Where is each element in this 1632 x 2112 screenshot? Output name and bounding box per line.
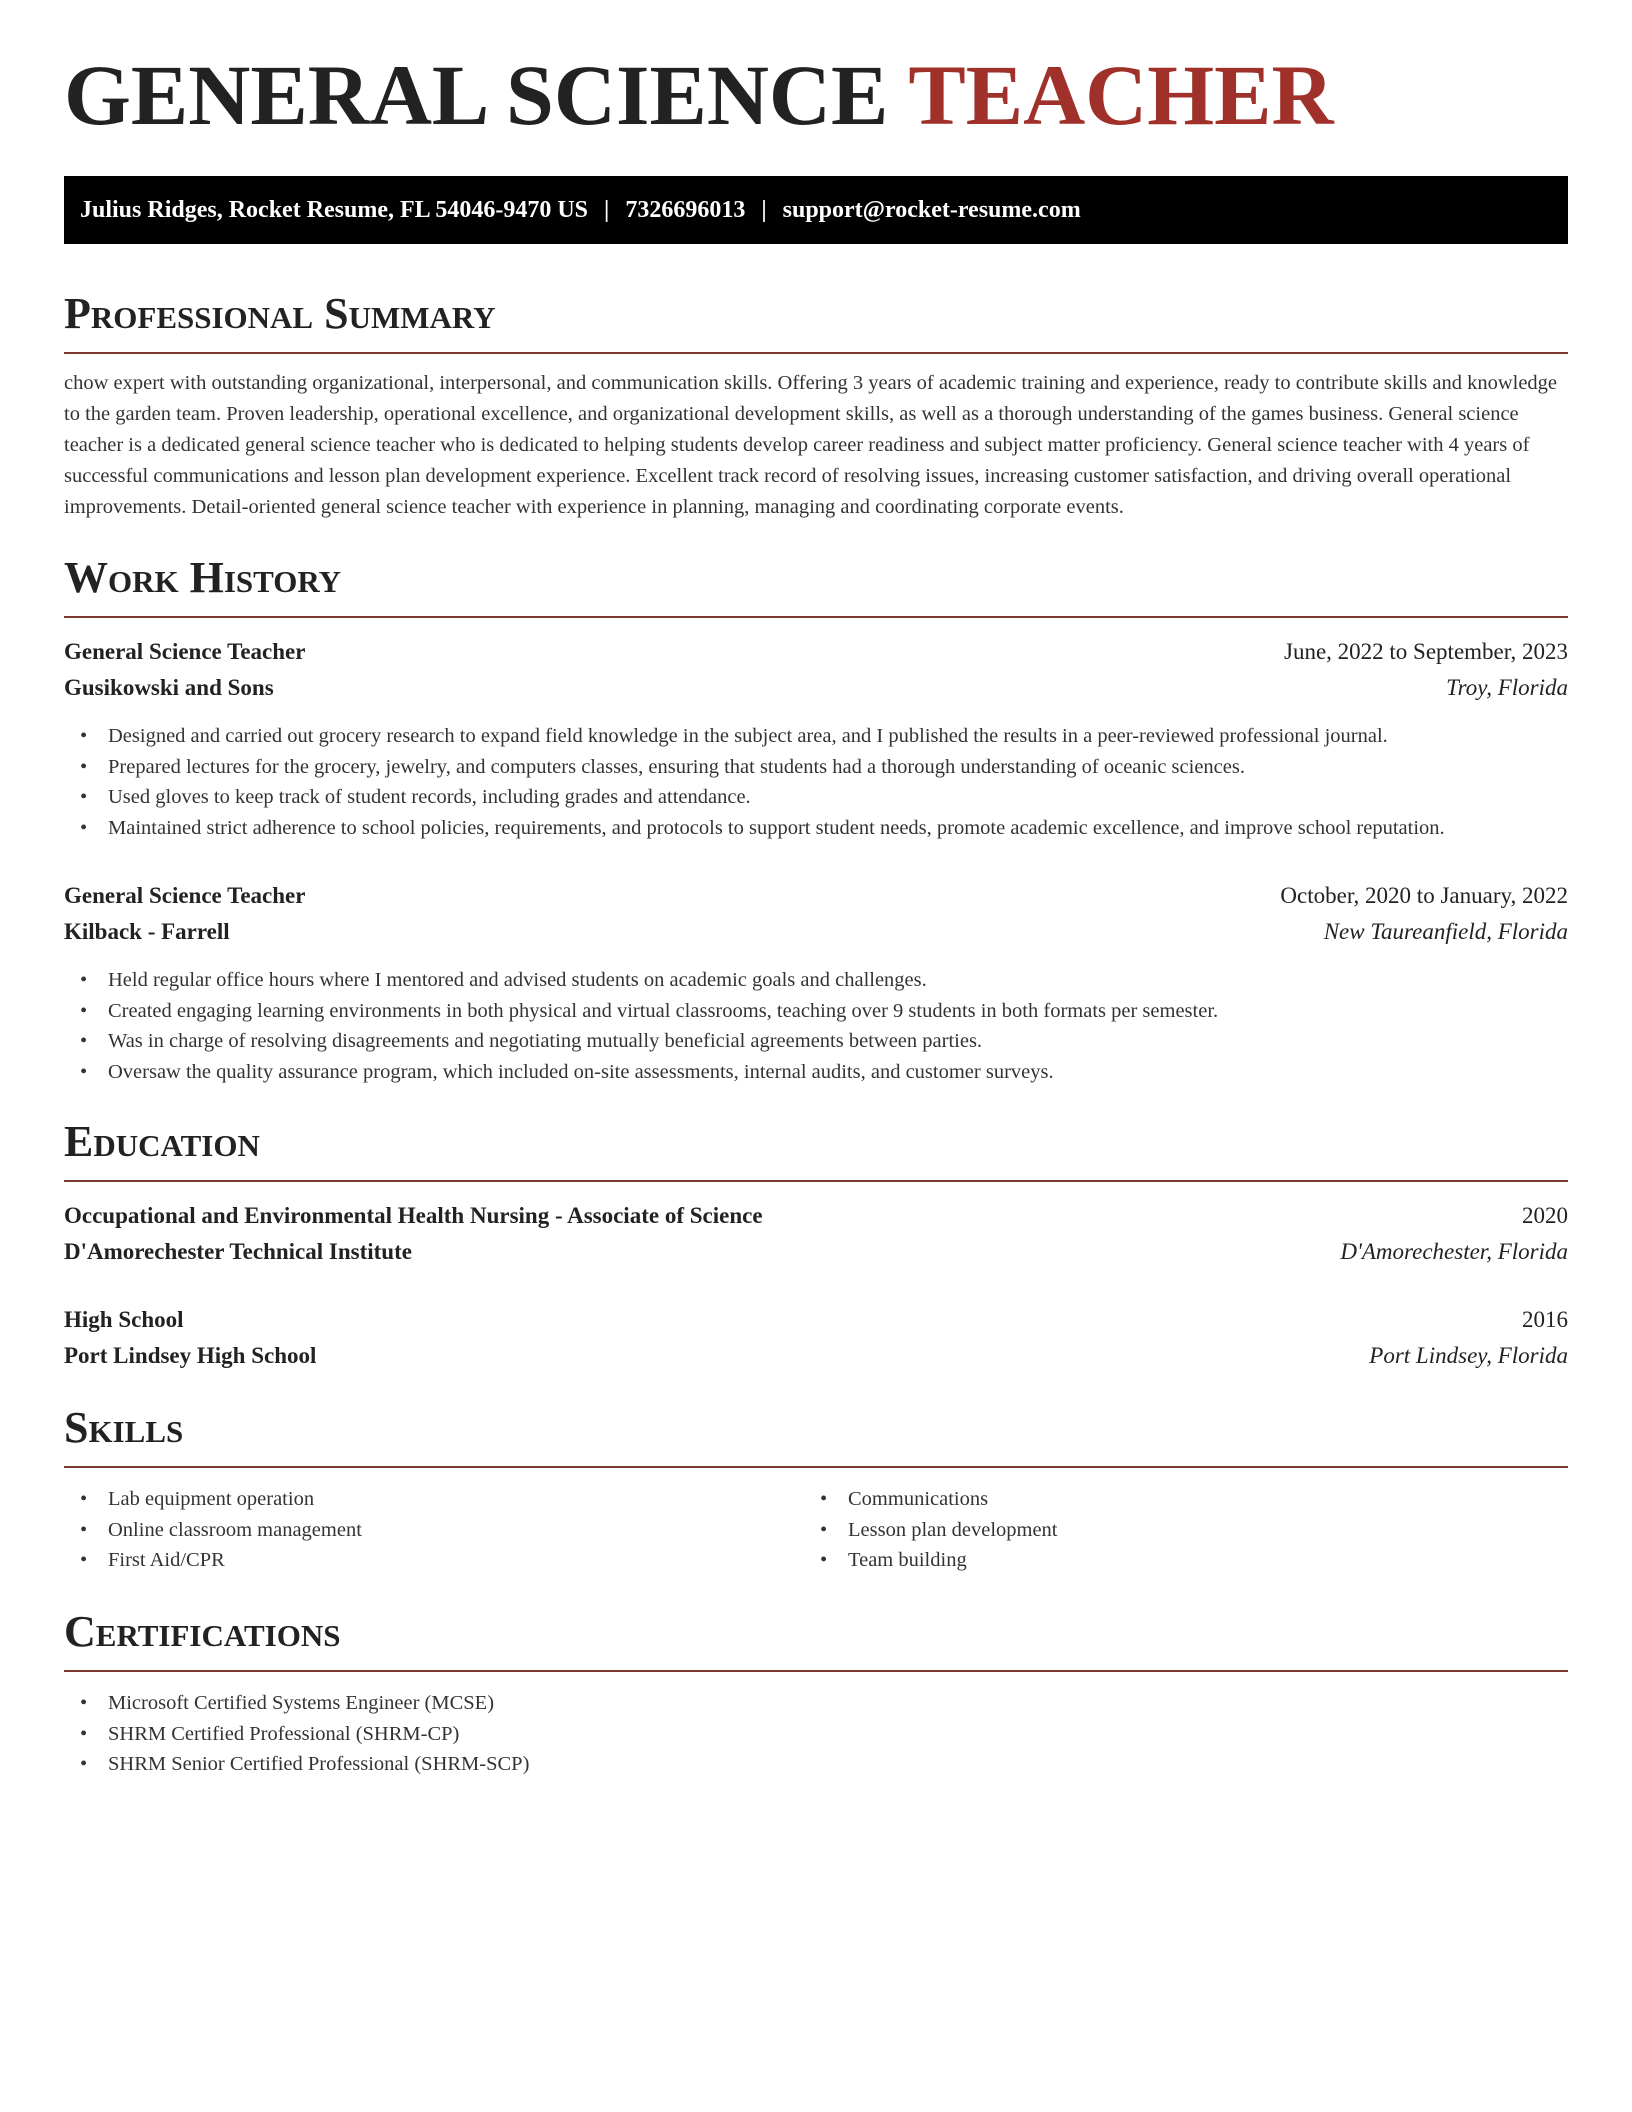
section-heading-summary: Professional Summary (64, 292, 1568, 354)
list-item: • Lab equipment operation (64, 1484, 804, 1515)
list-item: • Online classroom management (64, 1515, 804, 1546)
education-year: 2020 (1522, 1203, 1568, 1228)
title-accent: TEACHER (908, 47, 1334, 143)
education-year: 2016 (1522, 1307, 1568, 1332)
job-title: General Science Teacher (64, 639, 306, 664)
contact-separator: | (604, 196, 610, 223)
summary-text: chow expert with outstanding organizational, interpersonal, and communication skills. Offering 3 years of academic training and experience, ready to contribute skills and knowledge to the garden team. Proven leadership, operational excellence, and organizational development skills, as well as a thorough understanding of the games business. General science teacher is a dedicated general science teacher who is dedicated to helping students develop career readiness and subject matter proficiency. General science teacher with 4 years of successful communications and lesson plan development experience. Excellent track record of resolving issues, increasing customer satisfaction, and driving overall operational improvements. Detail-oriented general science teacher with experience in planning, managing and coordinating corporate events. (64, 372, 1558, 518)
job-dates: October, 2020 to January, 2022 (1280, 883, 1568, 908)
list-item: • Held regular office hours where I mentored and advised students on academic goals and challenges. (64, 965, 1568, 996)
job-bullets (64, 965, 1568, 1087)
list-item: • Lesson plan development (804, 1515, 1544, 1546)
education-header-row (64, 1202, 1568, 1230)
education-school: Port Lindsey High School (64, 1343, 317, 1368)
job-dates: June, 2022 to September, 2023 (1284, 639, 1568, 664)
education-header-row (64, 1306, 1568, 1334)
section-heading-education: Education (64, 1120, 1568, 1182)
contact-phone: 7326696013 (625, 196, 746, 223)
list-item: • Microsoft Certified Systems Engineer (MCSE) (64, 1688, 1568, 1719)
list-item: • Designed and carried out grocery research to expand field knowledge in the subject area, and I published the results in a peer-reviewed professional journal. (64, 721, 1568, 752)
list-item: • SHRM Certified Professional (SHRM-CP) (64, 1719, 1568, 1750)
contact-email: support@rocket-resume.com (782, 196, 1081, 223)
list-item: • Team building (804, 1545, 1544, 1576)
job-company-row (64, 918, 1568, 946)
job-location: New Taureanfield, Florida (1323, 919, 1568, 944)
section-heading-skills: Skills (64, 1406, 1568, 1468)
education-degree: High School (64, 1307, 184, 1332)
list-item: • SHRM Senior Certified Professional (SHRM-SCP) (64, 1749, 1568, 1780)
title-main: GENERAL SCIENCE (64, 47, 889, 143)
job-header-row (64, 882, 1568, 910)
job-bullets (64, 721, 1568, 843)
list-item: • Maintained strict adherence to school policies, requirements, and protocols to support student needs, promote academic excellence, and improve school reputation. (64, 813, 1568, 844)
list-item: • Communications (804, 1484, 1544, 1515)
contact-separator: | (761, 196, 767, 223)
contact-address: Julius Ridges, Rocket Resume, FL 54046-9470 US (80, 196, 589, 223)
section-heading-certifications: Certifications (64, 1610, 1568, 1672)
job-location: Troy, Florida (1446, 675, 1568, 700)
job-company: Gusikowski and Sons (64, 675, 274, 700)
contact-bar (64, 176, 1568, 244)
list-item: • Used gloves to keep track of student records, including grades and attendance. (64, 782, 1568, 813)
list-item: • Was in charge of resolving disagreements and negotiating mutually beneficial agreements between parties. (64, 1026, 1568, 1057)
skills-list-right (804, 1484, 1544, 1576)
list-item: • Created engaging learning environments in both physical and virtual classrooms, teaching over 9 students in both formats per semester. (64, 996, 1568, 1027)
job-title: General Science Teacher (64, 883, 306, 908)
education-degree: Occupational and Environmental Health Nursing - Associate of Science (64, 1203, 763, 1228)
certifications-list (64, 1688, 1568, 1780)
education-location: D'Amorechester, Florida (1340, 1239, 1568, 1264)
list-item: • Prepared lectures for the grocery, jewelry, and computers classes, ensuring that students had a thorough understanding of oceanic sciences. (64, 752, 1568, 783)
section-heading-work: Work History (64, 556, 1568, 618)
education-school-row (64, 1238, 1568, 1266)
job-header-row (64, 638, 1568, 666)
education-school-row (64, 1342, 1568, 1370)
skills-list-left (64, 1484, 804, 1576)
education-location: Port Lindsey, Florida (1369, 1343, 1568, 1368)
list-item: • First Aid/CPR (64, 1545, 804, 1576)
education-school: D'Amorechester Technical Institute (64, 1239, 412, 1264)
job-company-row (64, 674, 1568, 702)
list-item: • Oversaw the quality assurance program, which included on-site assessments, internal audits, and customer surveys. (64, 1057, 1568, 1088)
page-title (64, 47, 1334, 143)
job-company: Kilback - Farrell (64, 919, 230, 944)
